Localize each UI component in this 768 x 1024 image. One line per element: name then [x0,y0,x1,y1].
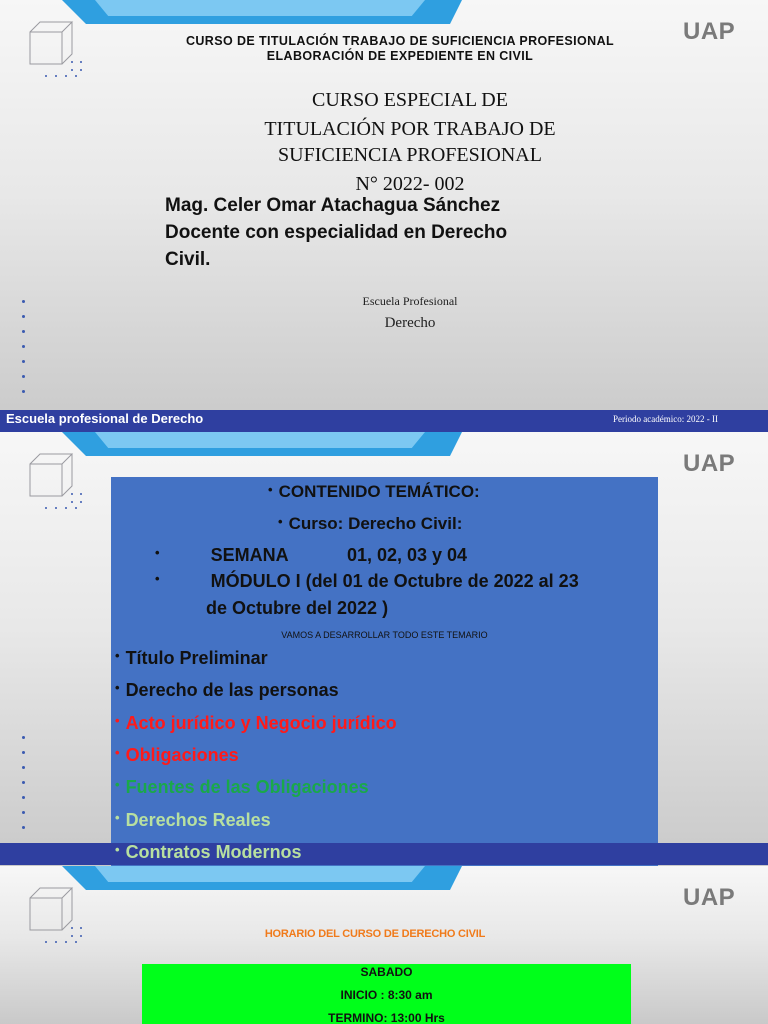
bullet: • [115,841,120,857]
footer-school: Escuela profesional de Derecho [6,411,204,426]
uap-logo: UAP [683,18,736,45]
author-name: Mag. Celer Omar Atachagua Sánchez [165,195,501,216]
temario-note: VAMOS A DESARROLLAR TODO ESTE TEMARIO [281,630,488,640]
schedule-start: INICIO : 8:30 am [340,988,433,1002]
footer-period: Periodo académico: 2022 - II [613,414,718,424]
modulo-line [155,571,579,592]
cube-icon [26,884,82,946]
slide-1 [0,0,768,432]
header-line-2: ELABORACIÓN DE EXPEDIENTE EN CIVIL [266,49,534,63]
bullet: • [278,514,283,529]
semana-line [155,545,467,566]
schedule-end: TERMINO: 13:00 Hrs [328,1011,445,1024]
horario-title: HORARIO DEL CURSO DE DERECHO CIVIL [264,928,486,940]
modulo-text-1: MÓDULO I (del 01 de Octubre de 2022 al 23 [210,571,579,591]
bullet: • [268,482,273,497]
semana-label: SEMANA [210,545,288,565]
bullet: • [115,809,120,825]
author-role: Docente con especialidad en Derecho [165,222,508,243]
cube-icon [26,18,82,80]
decor-stripe-light [95,432,425,448]
bullet: • [115,648,120,663]
curso-line [278,514,462,534]
bullet: • [115,744,120,760]
decor-dots [22,300,30,405]
topic-item [115,648,268,669]
decor-stripe-light [95,0,425,16]
semana-value: 01, 02, 03 y 04 [346,545,468,565]
topic-text: Contratos Modernos [125,841,302,862]
title-line-2: TITULACIÓN POR TRABAJO DE [264,118,556,140]
decor-stripe-light [95,866,425,882]
topic-item [115,680,339,701]
curso-text: Curso: Derecho Civil: [288,514,463,533]
decor-dots [22,736,30,841]
slide-3 [0,866,768,1024]
topic-item [115,842,302,863]
topic-item [115,745,239,766]
topic-item [115,810,271,831]
uap-logo: UAP [683,884,736,911]
contenido-text: CONTENIDO TEMÁTICO: [278,482,480,501]
topic-text: Fuentes de las Obligaciones [125,777,369,798]
topic-text: Obligaciones [125,744,239,765]
footer-band [0,410,768,432]
topic-text: Título Preliminar [125,648,268,668]
title-line-4: N° 2022- 002 [355,173,465,195]
contenido-heading [268,482,480,502]
topic-text: Acto jurídico y Negocio jurídico [125,712,397,733]
escuela-value: Derecho [384,315,436,331]
title-line-1: CURSO ESPECIAL DE [312,89,508,111]
uap-logo: UAP [683,450,736,477]
content-box [111,477,658,866]
cube-icon [26,450,82,512]
bullet: • [115,712,120,728]
slide-2 [0,432,768,866]
modulo-text-2: de Octubre del 2022 ) [206,598,389,618]
bullet: • [115,777,120,793]
topic-text: Derechos Reales [125,809,271,830]
author-role-cont: Civil. [165,249,211,270]
bullet: • [155,571,160,586]
escuela-label: Escuela Profesional [362,294,458,308]
bullet: • [115,680,120,696]
title-line-3: SUFICIENCIA PROFESIONAL [278,144,542,166]
topic-text: Derecho de las personas [125,680,339,701]
topic-item [115,777,369,798]
topic-item [115,713,397,734]
schedule-day: SABADO [360,965,413,979]
bullet: • [155,545,160,560]
header-line-1: CURSO DE TITULACIÓN TRABAJO DE SUFICIENCIA PROFESIONAL [185,34,615,48]
